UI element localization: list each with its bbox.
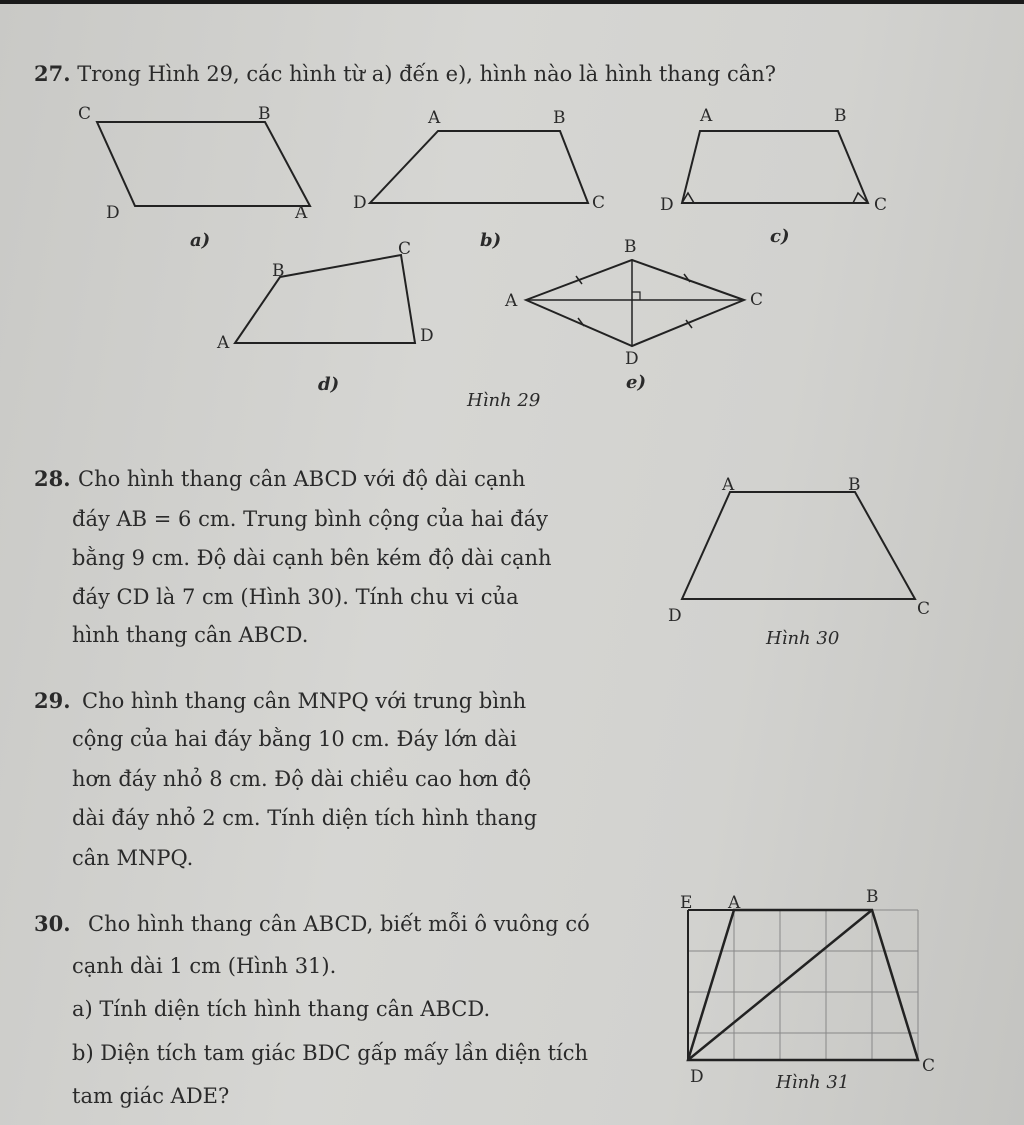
problem-28-line: đáy AB = 6 cm. Trung bình cộng của hai đáy <box>72 507 548 531</box>
fig-e-vertex-a: A <box>505 291 518 311</box>
fig-e-vertex-b: B <box>624 237 637 257</box>
fig-e-vertex-c: C <box>750 290 764 310</box>
fig-e-label: e) <box>626 372 646 393</box>
fig-c-label: c) <box>770 226 790 247</box>
fig31-vertex-d: D <box>690 1067 704 1087</box>
fig-a-vertex-c: C <box>78 104 92 124</box>
problem-29-line: cân MNPQ. <box>72 846 194 870</box>
figure-30-caption: Hình 30 <box>766 628 840 649</box>
fig-a-label: a) <box>190 230 211 251</box>
problem-30-number: 30. <box>34 911 71 936</box>
figure-29b <box>360 119 600 219</box>
problem-30-line: Cho hình thang cân ABCD, biết mỗi ô vuông có <box>88 912 590 936</box>
figure-31-caption: Hình 31 <box>776 1072 850 1093</box>
fig31-vertex-c: C <box>922 1056 936 1076</box>
figure-29c <box>670 119 890 219</box>
fig31-vertex-a: A <box>728 893 741 913</box>
fig-d-vertex-a: A <box>217 333 230 353</box>
fig-b-vertex-c: C <box>592 193 606 213</box>
problem-27-text: Trong Hình 29, các hình từ a) đến e), hình nào là hình thang cân? <box>77 62 777 86</box>
fig-b-vertex-a: A <box>428 108 441 128</box>
problem-29-line: dài đáy nhỏ 2 cm. Tính diện tích hình thang <box>72 806 538 830</box>
problem-29-line: hơn đáy nhỏ 8 cm. Độ dài chiều cao hơn độ <box>72 767 532 791</box>
problem-30-line: tam giác ADE? <box>72 1084 230 1108</box>
fig-d-label: d) <box>318 374 340 395</box>
fig31-vertex-e: E <box>680 893 693 913</box>
problem-28-number: 28. <box>34 466 71 491</box>
fig-c-vertex-b: B <box>834 106 847 126</box>
fig-b-vertex-b: B <box>553 108 566 128</box>
problem-30-line: a) Tính diện tích hình thang cân ABCD. <box>72 997 491 1021</box>
fig31-vertex-b: B <box>866 887 879 907</box>
fig-b-label: b) <box>480 230 502 251</box>
problem-28-line: bằng 9 cm. Độ dài cạnh bên kém độ dài cạnh <box>72 546 552 570</box>
problem-27 <box>34 62 776 86</box>
problem-30-line: b) Diện tích tam giác BDC gấp mấy lần diện tích <box>72 1041 589 1065</box>
problem-28-line: Cho hình thang cân ABCD với độ dài cạnh <box>78 467 526 491</box>
fig30-vertex-d: D <box>668 606 682 626</box>
fig-a-vertex-a: A <box>295 203 308 223</box>
figure-30 <box>660 484 930 614</box>
problem-29-line: cộng của hai đáy bằng 10 cm. Đáy lớn dài <box>72 727 517 751</box>
figure-29a <box>95 114 315 224</box>
problem-28-line: đáy CD là 7 cm (Hình 30). Tính chu vi của <box>72 585 519 609</box>
fig-d-vertex-b: B <box>272 261 285 281</box>
fig30-vertex-b: B <box>848 475 861 495</box>
fig30-vertex-c: C <box>917 599 931 619</box>
problem-30-line: cạnh dài 1 cm (Hình 31). <box>72 954 337 978</box>
fig-c-vertex-d: D <box>660 195 674 215</box>
problem-27-number: 27. <box>34 61 71 86</box>
figure-29d <box>225 249 425 349</box>
fig-b-vertex-d: D <box>353 193 367 213</box>
fig-a-vertex-d: D <box>106 203 120 223</box>
fig-e-vertex-d: D <box>625 349 639 369</box>
fig-c-vertex-c: C <box>874 195 888 215</box>
problem-29-line: Cho hình thang cân MNPQ với trung bình <box>82 689 527 713</box>
figure-31 <box>680 902 940 1072</box>
fig30-vertex-a: A <box>722 475 735 495</box>
fig-c-vertex-a: A <box>700 106 713 126</box>
fig-d-vertex-c: C <box>398 239 412 259</box>
problem-29-number: 29. <box>34 688 71 713</box>
figure-29e <box>520 254 750 354</box>
fig-a-vertex-b: B <box>258 104 271 124</box>
figure-29-caption: Hình 29 <box>467 390 541 411</box>
fig-d-vertex-d: D <box>420 326 434 346</box>
textbook-page <box>0 4 1024 1125</box>
problem-28-line: hình thang cân ABCD. <box>72 623 309 647</box>
